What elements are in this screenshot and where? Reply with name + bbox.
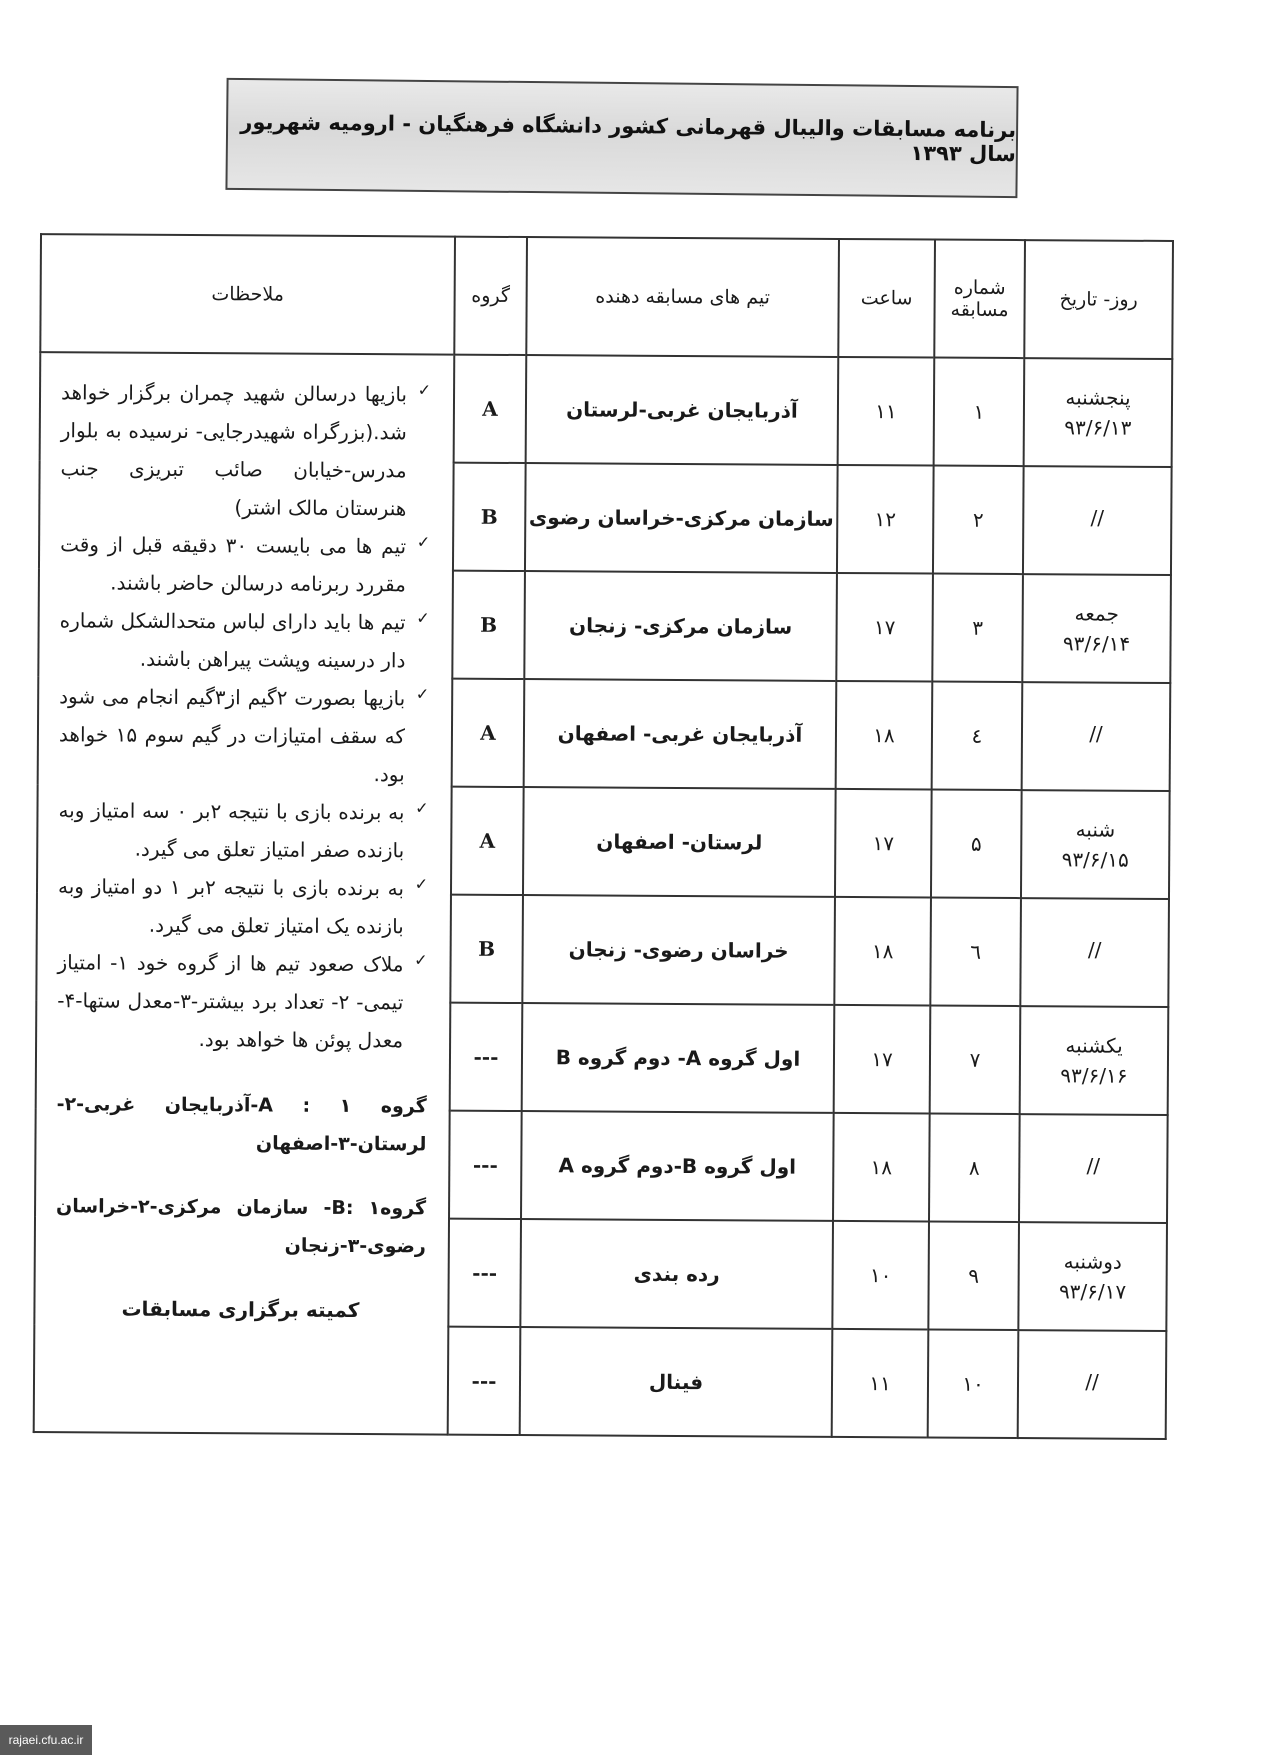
day-name: دوشنبه bbox=[1063, 1249, 1122, 1274]
day-date-cell bbox=[1019, 1114, 1168, 1223]
match-group: --- bbox=[450, 1003, 523, 1111]
header-teams: تیم های مسابقه دهنده bbox=[526, 237, 839, 357]
match-time: ۱۷ bbox=[835, 789, 932, 898]
notes-list bbox=[57, 373, 431, 1059]
day-name: // bbox=[1086, 1153, 1101, 1178]
match-time: ۱۸ bbox=[836, 681, 933, 790]
match-date: ۹۳/۶/۱۵ bbox=[1061, 847, 1129, 872]
match-teams: فینال bbox=[520, 1327, 833, 1437]
list-item bbox=[60, 525, 430, 603]
match-date bbox=[1019, 1399, 1165, 1400]
group-b-list: گروهB: ۱- سازمان مرکزی-۲-خراسان رضوی-۳-زنجان bbox=[56, 1195, 427, 1258]
match-number: ٤ bbox=[932, 682, 1023, 791]
page-title: برنامه مسابقات والیبال قهرمانی کشور دانشگاه فرهنگیان - ارومیه شهریور سال ۱۳۹۳ bbox=[240, 110, 1017, 167]
day-name: یکشنبه bbox=[1065, 1033, 1123, 1058]
check-icon: ✓ bbox=[417, 380, 432, 400]
note-text: بازیها بصورت ۲گیم از۳گیم انجام می شود که سقف امتیازات در گیم سوم ۱۵ خواهد بود. bbox=[58, 684, 406, 787]
match-number: ۱ bbox=[934, 358, 1025, 467]
day-date-cell bbox=[1023, 466, 1172, 575]
check-icon: ✓ bbox=[415, 684, 430, 704]
note-text: تیم ها می بایست ۳۰ دقیقه قبل از وقت مقررد ربرنامه درسالن حاضر باشند. bbox=[60, 532, 407, 597]
table-header-row bbox=[40, 234, 1173, 359]
list-item bbox=[59, 677, 430, 793]
day-date-cell bbox=[1022, 682, 1171, 791]
check-icon: ✓ bbox=[416, 608, 430, 628]
match-number: ۹ bbox=[928, 1222, 1019, 1331]
match-number: ۳ bbox=[932, 574, 1023, 683]
match-number: ۷ bbox=[930, 1006, 1021, 1115]
table-row bbox=[40, 352, 1173, 467]
match-time: ۱۷ bbox=[836, 573, 933, 682]
match-date bbox=[1022, 967, 1168, 968]
match-date: ۹۳/۶/۱۶ bbox=[1060, 1063, 1128, 1088]
match-teams: آذربایجان غربی- اصفهان bbox=[524, 679, 837, 789]
match-group: B bbox=[452, 571, 525, 679]
match-date: ۹۳/۶/۱۷ bbox=[1058, 1279, 1127, 1304]
match-teams: لرستان- اصفهان bbox=[523, 787, 836, 897]
day-date-cell bbox=[1021, 790, 1170, 899]
day-date-cell bbox=[1018, 1222, 1167, 1331]
match-teams: اول گروه B-دوم گروه A bbox=[521, 1111, 834, 1221]
day-name: // bbox=[1087, 937, 1102, 962]
note-text: به برنده بازی با نتیجه ۲بر ۰ سه امتیاز وبه بازنده صفر امتیاز تعلق می گیرد. bbox=[58, 798, 405, 863]
match-group: B bbox=[453, 463, 526, 571]
match-group: --- bbox=[448, 1219, 521, 1327]
list-item bbox=[58, 791, 428, 869]
list-item bbox=[58, 867, 428, 945]
note-text: به برنده بازی با نتیجه ۲بر ۱ دو امتیاز وبه بازنده یک امتیاز تعلق می گیرد. bbox=[57, 874, 405, 939]
day-date-cell bbox=[1022, 574, 1171, 683]
match-teams: خراسان رضوی- زنجان bbox=[522, 895, 835, 1005]
page-title-box bbox=[225, 78, 1018, 198]
match-date: ۹۳/۶/۱۳ bbox=[1064, 415, 1132, 440]
header-day-date: روز- تاریخ bbox=[1024, 240, 1173, 359]
match-date bbox=[1020, 1183, 1166, 1184]
match-time: ۱۸ bbox=[834, 897, 931, 1006]
match-date: ۹۳/۶/۱۴ bbox=[1062, 631, 1131, 656]
check-icon: ✓ bbox=[416, 532, 431, 552]
match-teams: اول گروه A- دوم گروه B bbox=[522, 1003, 835, 1113]
match-group: --- bbox=[448, 1327, 521, 1435]
match-date bbox=[1024, 535, 1170, 536]
match-time: ۱۲ bbox=[837, 465, 934, 574]
header-time: ساعت bbox=[838, 239, 935, 358]
match-time: ۱۰ bbox=[832, 1221, 929, 1330]
day-date-cell bbox=[1018, 1330, 1167, 1439]
list-item bbox=[60, 373, 431, 527]
check-icon: ✓ bbox=[414, 950, 428, 970]
match-group: B bbox=[450, 895, 523, 1003]
match-group: --- bbox=[449, 1111, 522, 1219]
note-text: بازیها درسالن شهید چمران برگزار خواهد شد.(بزرگراه شهیدرجایی- نرسیده به بلوار مدرس-خیابان صائب تبریزی جنب هنرستان مالک اشتر) bbox=[60, 380, 408, 521]
day-date-cell bbox=[1020, 1006, 1169, 1115]
check-icon: ✓ bbox=[415, 798, 429, 818]
match-time: ۱۱ bbox=[832, 1329, 929, 1438]
match-number: ٦ bbox=[930, 898, 1021, 1007]
match-group: A bbox=[454, 355, 527, 463]
schedule-table bbox=[33, 233, 1174, 1440]
day-name: پنجشنبه bbox=[1065, 385, 1131, 410]
header-notes: ملاحظات bbox=[40, 234, 455, 355]
list-item bbox=[59, 601, 429, 679]
match-number: ۱۰ bbox=[928, 1330, 1019, 1439]
day-date-cell bbox=[1024, 358, 1173, 467]
match-date bbox=[1023, 751, 1169, 752]
match-number: ۵ bbox=[931, 790, 1022, 899]
check-icon: ✓ bbox=[414, 874, 429, 894]
match-time: ۱۱ bbox=[838, 357, 935, 466]
day-name: // bbox=[1090, 505, 1105, 530]
match-teams: رده بندی bbox=[520, 1219, 833, 1329]
match-time: ۱۸ bbox=[833, 1113, 930, 1222]
committee-signature: کمیته برگزاری مسابقات bbox=[121, 1296, 360, 1323]
match-number: ۸ bbox=[929, 1114, 1020, 1223]
notes-cell bbox=[34, 352, 455, 1435]
group-a-list: گروه A : ۱-آذربایجان غربی-۲-لرستان-۳-اصفهان bbox=[56, 1093, 427, 1156]
match-teams: آذربایجان غربی-لرستان bbox=[526, 355, 839, 465]
day-date-cell bbox=[1020, 898, 1169, 1007]
match-time: ۱۷ bbox=[834, 1005, 931, 1114]
group-info bbox=[56, 1085, 427, 1265]
note-text: ملاک صعود تیم ها از گروه خود ۱- امتیاز تیمی- ۲- تعداد برد بیشتر-۳-معدل ستها-۴-معدل پوئن ها خواهد بود. bbox=[57, 950, 404, 1053]
day-name: جمعه bbox=[1074, 601, 1119, 626]
match-teams: سازمان مرکزی- زنجان bbox=[524, 571, 837, 681]
match-teams: سازمان مرکزی-خراسان رضوی bbox=[525, 463, 838, 573]
match-number: ۲ bbox=[933, 466, 1024, 575]
day-name: // bbox=[1089, 721, 1103, 746]
match-group: A bbox=[451, 787, 524, 895]
header-group: گروه bbox=[454, 237, 527, 355]
header-match-number: شماره مسابقه bbox=[934, 240, 1025, 359]
note-text: تیم ها باید دارای لباس متحدالشکل شماره دار درسینه وپشت پیراهن باشند. bbox=[59, 608, 406, 673]
match-group: A bbox=[452, 679, 525, 787]
list-item bbox=[57, 943, 428, 1059]
site-watermark: rajaei.cfu.ac.ir bbox=[0, 1725, 92, 1755]
day-name: // bbox=[1085, 1369, 1099, 1394]
day-name: شنبه bbox=[1075, 817, 1116, 842]
